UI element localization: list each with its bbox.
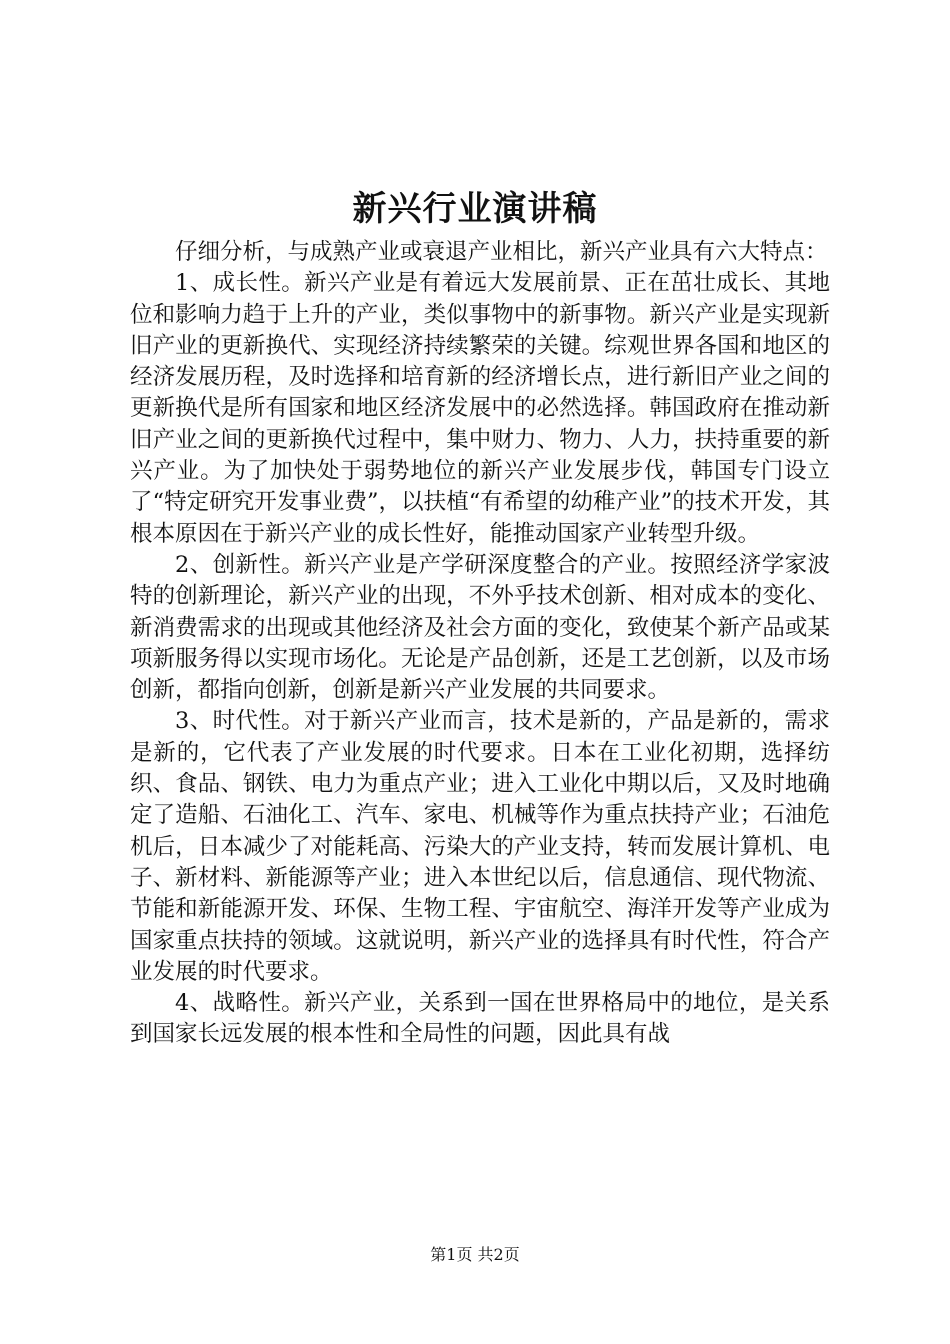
paragraph-strategic: 4、战略性。新兴产业，关系到一国在世界格局中的地位，是关系到国家长远发展的根本性和全局性的问题，因此具有战 [130,990,830,1048]
paragraph-intro: 仔细分析，与成熟产业或衰退产业相比，新兴产业具有六大特点： [175,239,828,265]
paragraph-growth: 1、成长性。新兴产业是有着远大发展前景、正在茁壮成长、其地位和影响力趋于上升的产业，类似事物中的新事物。新兴产业是实现新旧产业的更新换代、实现经济持续繁荣的关键。综观世界各国和地区的经济发展历程，及时选择和培育新的经济增长点，进行新旧产业之间的更新换代是所有国家和地区经济发展中的必然选择。韩国政府在推动新旧产业之间的更新换代过程中，集中财力、物力、人力，扶持重要的新兴产业。为了加快处于弱势地位的新兴产业发展步伐，韩国专门设立了“特定研究开发事业费”，以扶植“有希望的幼稚产业”的技术开发，其根本原因在于新兴产业的成长性好，能推动国家产业转型升级。 [130,270,830,547]
page-number-footer: 第1页 共2页 [430,1245,520,1264]
document-title: 新兴行业演讲稿 [352,189,598,229]
paragraph-innovation: 2、创新性。新兴产业是产学研深度整合的产业。按照经济学家波特的创新理论，新兴产业的出现，不外乎技术创新、相对成本的变化、新消费需求的出现或其他经济及社会方面的变化，致使某个新产品或某项新服务得以实现市场化。无论是产品创新，还是工艺创新，以及市场创新，都指向创新，创新是新兴产业发展的共同要求。 [130,551,830,704]
paragraph-timeliness: 3、时代性。对于新兴产业而言，技术是新的，产品是新的，需求是新的，它代表了产业发展的时代要求。日本在工业化初期，选择纺织、食品、钢铁、电力为重点产业；进入工业化中期以后，又及时地确定了造船、石油化工、汽车、家电、机械等作为重点扶持产业；石油危机后，日本减少了对能耗高、污染大的产业支持，转而发展计算机、电子、新材料、新能源等产业；进入本世纪以后，信息通信、现代物流、节能和新能源开发、环保、生物工程、宇宙航空、海洋开发等产业成为国家重点扶持的领域。这就说明，新兴产业的选择具有时代性，符合产业发展的时代要求。 [130,708,830,985]
document-body [130,237,830,1051]
